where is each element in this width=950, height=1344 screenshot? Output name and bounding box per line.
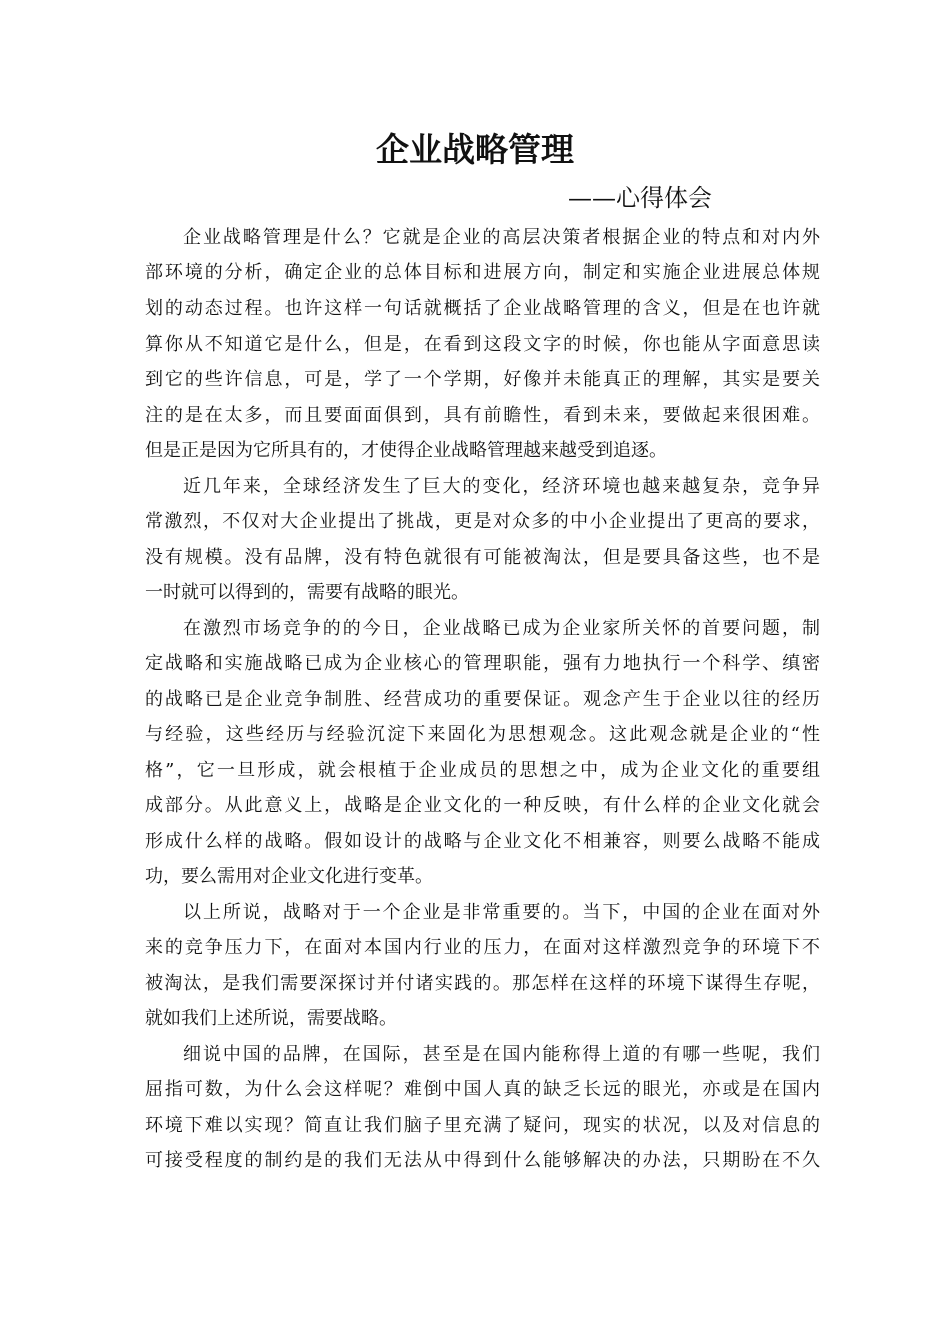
text-line: 环境下难以实现？简直让我们脑子里充满了疑问，现实的状况，以及对信息的 <box>145 1115 820 1136</box>
text-line: 到它的些许信息，可是，学了一个学期，好像并未能真正的理解，其实是要关 <box>145 369 820 390</box>
text-line: 细说中国的品牌，在国际，甚至是在国内能称得上道的有哪一些呢，我们 <box>183 1044 820 1065</box>
text-line: 常激烈，不仅对大企业提出了挑战，更是对众多的中小企业提出了更高的要求， <box>145 511 820 532</box>
text-line: 近几年来，全球经济发生了巨大的变化，经济环境也越来越复杂，竞争异 <box>183 476 820 497</box>
text-line: 成部分。从此意义上，战略是企业文化的一种反映，有什么样的企业文化就会 <box>145 795 820 816</box>
text-line: 的战略已是企业竞争制胜、经营成功的重要保证。观念产生于企业以往的经历 <box>145 689 820 710</box>
text-line: 功，要么需用对企业文化进行变革。 <box>145 866 433 887</box>
text-line: 格”，它一旦形成，就会根植于企业成员的思想之中，成为企业文化的重要组 <box>145 760 820 781</box>
text-line: 算你从不知道它是什么，但是，在看到这段文字的时候，你也能从字面意思读 <box>145 334 820 355</box>
text-line: 企业战略管理是什么？它就是企业的高层决策者根据企业的特点和对内外 <box>183 227 820 248</box>
text-line: 没有规模。没有品牌，没有特色就很有可能被淘汰，但是要具备这些，也不是 <box>145 547 820 568</box>
document-subtitle: ——心得体会 <box>568 184 712 212</box>
text-line: 以上所说，战略对于一个企业是非常重要的。当下，中国的企业在面对外 <box>183 902 820 923</box>
text-line: 来的竞争压力下，在面对本国内行业的压力，在面对这样激烈竞争的环境下不 <box>145 937 820 958</box>
text-line: 划的动态过程。也许这样一句话就概括了企业战略管理的含义，但是在也许就 <box>145 298 820 319</box>
text-line: 但是正是因为它所具有的，才使得企业战略管理越来越受到追逐。 <box>145 440 667 461</box>
text-line: 一时就可以得到的，需要有战略的眼光。 <box>145 582 469 603</box>
text-line: 屈指可数，为什么会这样呢？难倒中国人真的缺乏长远的眼光，亦或是在国内 <box>145 1079 820 1100</box>
text-line: 就如我们上述所说，需要战略。 <box>145 1008 397 1029</box>
text-line: 形成什么样的战略。假如设计的战略与企业文化不相兼容，则要么战略不能成 <box>145 831 820 852</box>
text-line: 定战略和实施战略已成为企业核心的管理职能，强有力地执行一个科学、缜密 <box>145 653 820 674</box>
document-title: 企业战略管理 <box>376 130 574 169</box>
text-line: 可接受程度的制约是的我们无法从中得到什么能够解决的办法，只期盼在不久 <box>145 1150 820 1171</box>
text-line: 部环境的分析，确定企业的总体目标和进展方向，制定和实施企业进展总体规 <box>145 262 820 283</box>
text-line: 注的是在太多，而且要面面俱到，具有前瞻性，看到未来，要做起来很困难。 <box>145 405 820 426</box>
text-line: 被淘汰，是我们需要深探讨并付诸实践的。那怎样在这样的环境下谋得生存呢， <box>145 973 820 994</box>
text-line: 在激烈市场竞争的的今日，企业战略已成为企业家所关怀的首要问题，制 <box>183 618 820 639</box>
text-line: 与经验，这些经历与经验沉淀下来固化为思想观念。这此观念就是企业的“性 <box>145 724 820 745</box>
